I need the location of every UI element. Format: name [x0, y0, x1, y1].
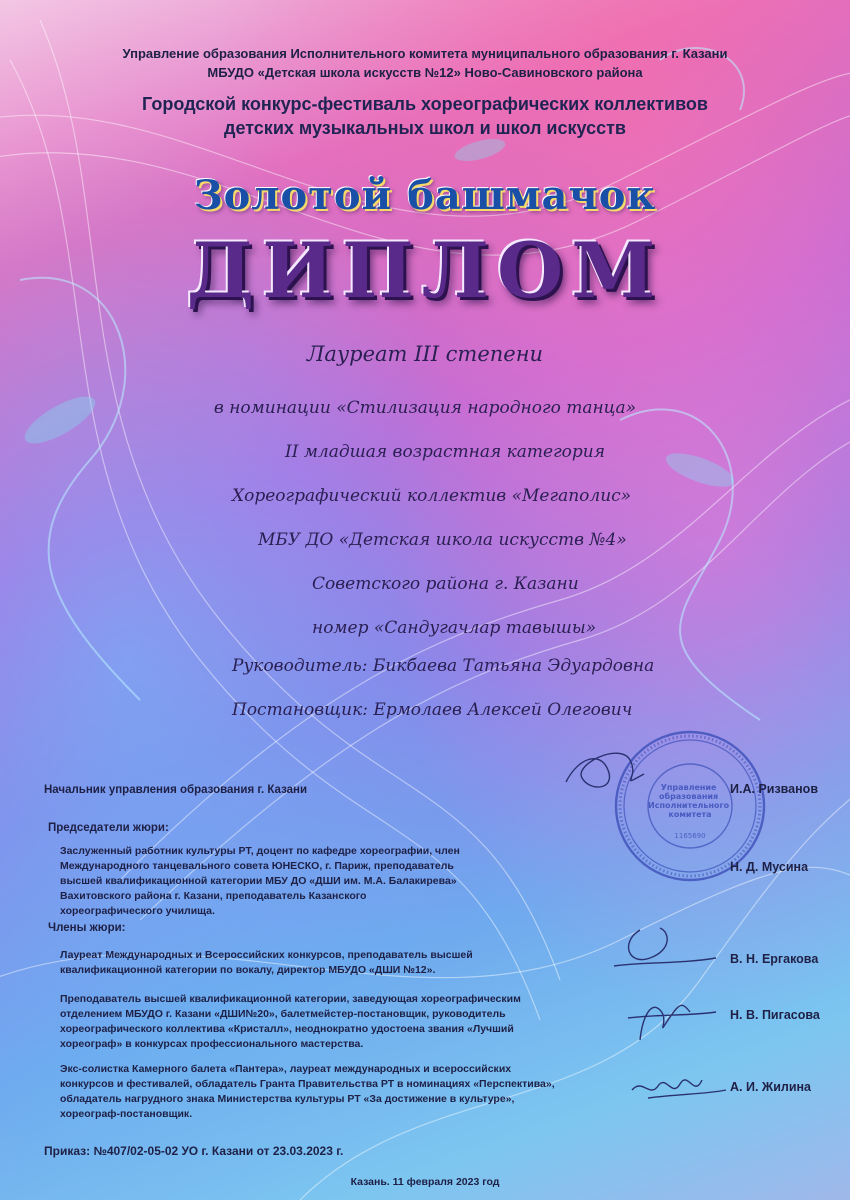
order-reference: Приказ: №407/02-05-02 УО г. Казани от 23.03.2023 г.: [44, 1144, 344, 1158]
festival-line-1: Городской конкурс-фестиваль хореографических коллективов: [142, 94, 708, 114]
organizer-line-2: МБУДО «Детская школа искусств №12» Ново-Савиновского района: [207, 65, 643, 80]
jury-member-3-name: А. И. Жилина: [730, 1080, 812, 1094]
festival-line-2: детских музыкальных школ и школ искусств: [224, 118, 626, 138]
festival-name-title: Золотой башмачок: [193, 172, 657, 219]
signature-pigasova: [620, 990, 720, 1046]
collective-line: Хореографический коллектив «Мегаполис»: [232, 486, 632, 506]
jury-member-2-description: Преподаватель высшей квалификационной категории, заведующая хореографическим отделением МБУДО г. Казани «ДШИ№20», балетмейстер-постановщик, руководитель хореографического коллектива «Кристалл», неоднократно удостоена звания «Лучший хореограф» в конкурсах профессионального мастерства.: [60, 993, 521, 1050]
festival-block: [0, 92, 850, 140]
diploma-title: ДИПЛОМ: [186, 226, 664, 315]
choreographer-line: Постановщик: Ермолаев Алексей Олегович: [232, 700, 633, 720]
jury-member-2-name: Н. В. Пигасова: [730, 1008, 820, 1022]
jury-member-3-description: Экс-солистка Камерного балета «Пантера», лауреат международных и всероссийских конкурсов и фестивалей, обладатель Гранта Правительства РТ в номинациях «Перспектива», обладатель нагрудного знака Министерства культуры РТ «За достижение в культуре», хореограф-постановщик.: [60, 1063, 555, 1120]
jury-chair-label: Председатели жюри:: [48, 822, 169, 834]
jury-member-1-description: Лауреат Международных и Всероссийских конкурсов, преподаватель высшей квалификационной категории по вокалу, директор МБУДО «ДШИ №12».: [60, 949, 473, 976]
place-date: Казань. 11 февраля 2023 год: [350, 1176, 500, 1188]
award-degree: Лауреат III степени: [306, 342, 544, 366]
district-line: Советского района г. Казани: [312, 574, 579, 594]
age-category-line: II младшая возрастная категория: [285, 442, 605, 462]
head-name: И.А. Ризванов: [730, 782, 819, 796]
svg-text:Управление образования: Управление образования Исполнительного комитета: [648, 783, 730, 819]
school-line: МБУ ДО «Детская школа искусств №4»: [258, 530, 627, 550]
signature-zhilina: [628, 1068, 728, 1108]
jury-chair-name: Н. Д. Мусина: [730, 860, 809, 874]
jury-chair-description: Заслуженный работник культуры РТ, доцент по кафедре хореографии, член Международного танцевального совета ЮНЕСКО, г. Париж, преподаватель высшей квалификационной категории МБУ ДО «ДШИ им. М.А. Балакирева» Вахитовского района г. Казани, преподаватель Казанского хореографического училища.: [60, 845, 460, 917]
signature-ergakova: [610, 922, 720, 982]
organizer-line-1: Управление образования Исполнительного комитета муниципального образования г. Казани: [122, 46, 728, 61]
jury-member-1-name: В. Н. Ергакова: [730, 952, 819, 966]
head-position-label: Начальник управления образования г. Казани: [44, 784, 308, 796]
organizer-block: [0, 44, 850, 82]
jury-members-label: Члены жюри:: [48, 922, 126, 934]
nomination-line: в номинации «Стилизация народного танца»: [213, 398, 637, 418]
signature-rizvanov: [560, 730, 650, 800]
leader-line: Руководитель: Бикбаева Татьяна Эдуардовна: [232, 656, 655, 676]
performance-line: номер «Сандугачлар тавышы»: [312, 618, 597, 638]
stamp-number: 1165690: [674, 832, 706, 840]
